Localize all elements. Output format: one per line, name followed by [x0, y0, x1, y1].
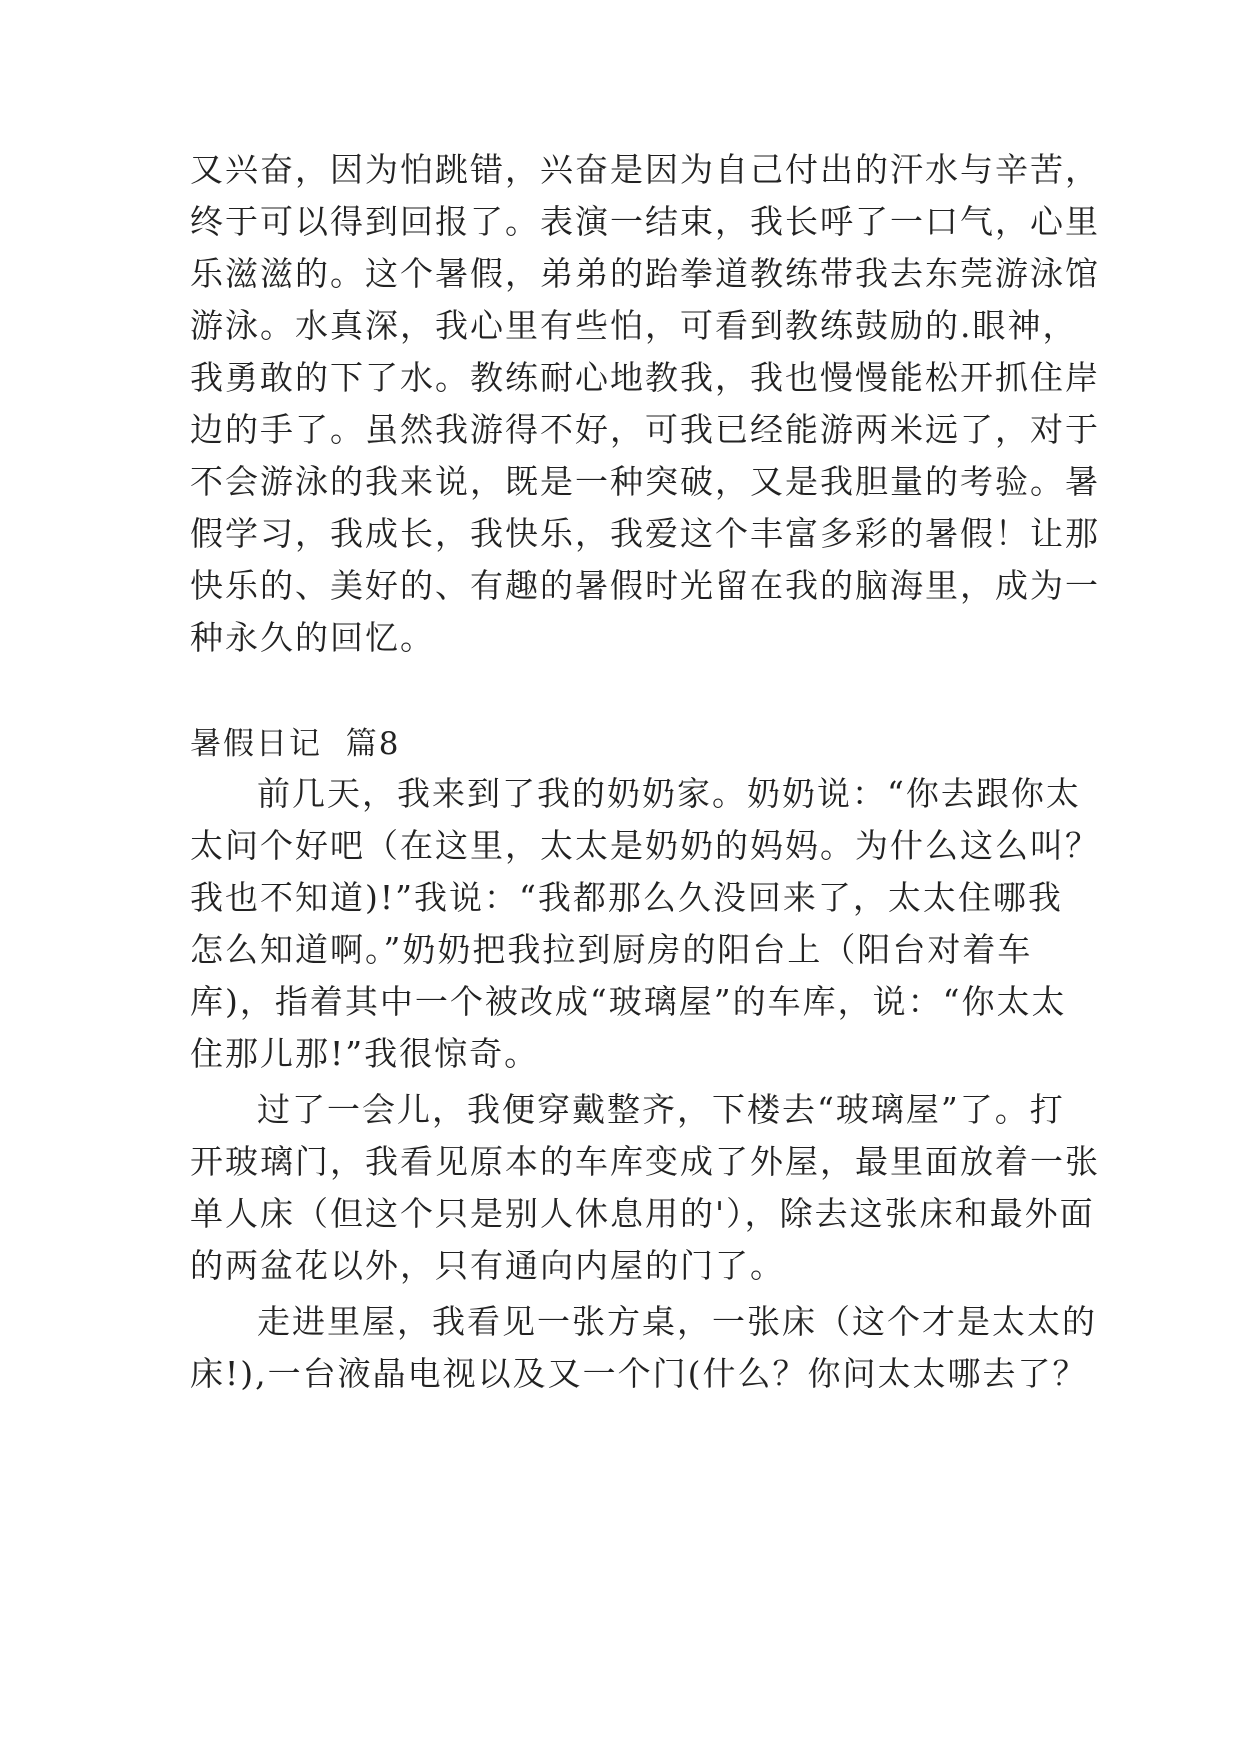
text-line: 我也不知道)!”我说：“我都那么久没回来了，太太住哪我 — [190, 878, 1063, 917]
text-line: 的两盆花以外，只有通向内屋的门了。 — [190, 1246, 785, 1285]
text-line: 库)，指着其中一个被改成“玻璃屋”的车库，说：“你太太 — [190, 982, 1067, 1021]
text-line: 假学习，我成长，我快乐，我爱这个丰富多彩的暑假！让那 — [190, 514, 1100, 553]
text-line: 边的手了。虽然我游得不好，可我已经能游两米远了，对于 — [190, 410, 1100, 449]
text-line: 快乐的、美好的、有趣的暑假时光留在我的脑海里，成为一 — [190, 566, 1100, 605]
text-line: 走进里屋，我看见一张方桌，一张床（这个才是太太的 — [257, 1302, 1097, 1341]
text-line: 不会游泳的我来说，既是一种突破，又是我胆量的考验。暑 — [190, 462, 1100, 501]
text-line: 住那儿那!”我很惊奇。 — [190, 1034, 540, 1073]
text-line: 游泳。水真深，我心里有些怕，可看到教练鼓励的.眼神， — [190, 306, 1078, 345]
text-line: 过了一会儿，我便穿戴整齐，下楼去“玻璃屋”了。打 — [257, 1090, 1065, 1129]
text-line: 种永久的回忆。 — [190, 618, 435, 657]
text-line: 乐滋滋的。这个暑假，弟弟的跆拳道教练带我去东莞游泳馆 — [190, 254, 1100, 293]
text-line: 怎么知道啊。”奶奶把我拉到厨房的阳台上（阳台对着车 — [190, 930, 1033, 969]
text-line: 开玻璃门，我看见原本的车库变成了外屋，最里面放着一张 — [190, 1142, 1100, 1181]
text-line: 终于可以得到回报了。表演一结束，我长呼了一口气，心里 — [190, 202, 1100, 241]
text-line: 又兴奋，因为怕跳错，兴奋是因为自己付出的汗水与辛苦， — [190, 150, 1100, 189]
section-title: 暑假日记 篇8 — [190, 726, 401, 762]
text-line: 床!),一台液晶电视以及又一个门(什么？你问太太哪去了？ — [190, 1354, 1088, 1393]
text-line: 太问个好吧（在这里，太太是奶奶的妈妈。为什么这么叫？ — [190, 826, 1100, 865]
text-line: 前几天，我来到了我的奶奶家。奶奶说：“你去跟你太 — [257, 774, 1081, 813]
text-line: 我勇敢的下了水。教练耐心地教我，我也慢慢能松开抓住岸 — [190, 358, 1100, 397]
text-line: 单人床（但这个只是别人休息用的'），除去这张床和最外面 — [190, 1194, 1095, 1233]
